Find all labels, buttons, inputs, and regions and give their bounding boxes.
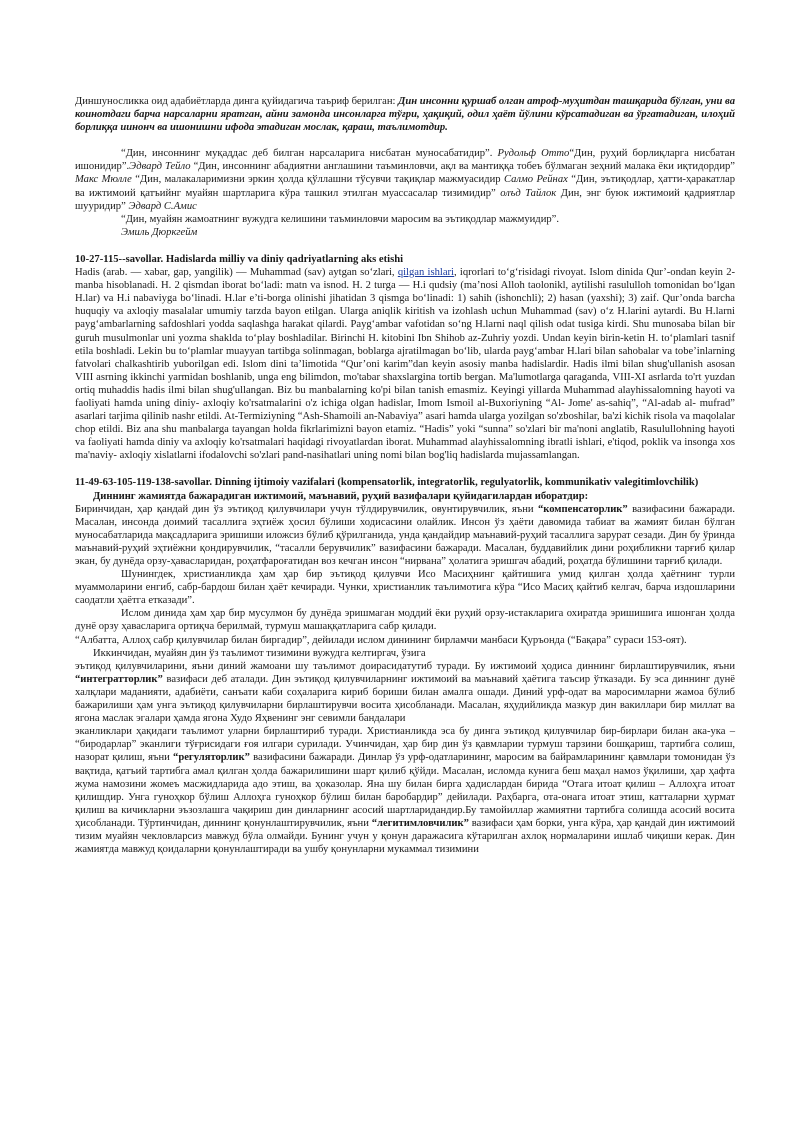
function-paragraph-4: “Албатта, Аллоҳ сабр қилувчилар билан биргадир”, дейилади ислом динининг бирламчи манбаси Қуръонда (“Бақара” сураси 153-оят). (75, 634, 687, 646)
quote-item: “Дин, муайян жамоатнинг вужудга келишини таъминловчи маросим ва эътиқодлар мажмуидир”. (121, 213, 560, 225)
section-heading-functions: 11-49-63-105-119-138-savollar. Dinning ijtimoiy vazifalari (kompensatorlik, integratorlik, regulyatorlik, kommunikativ valegitimlovchilik) (75, 477, 699, 489)
quote-author: Салмо Рейнах (503, 174, 568, 186)
quote-item: “Дин, инсоннинг муқаддас деб билган нарсаларига нисбатан муносабатидир”. Рудольф Отто“Дин, руҳий борлиқларга нисбатан ишонидир”.Эдвард Тейло “Дин, инсоннинг абадиятни англашини таъминловчи, ақл ва мантиққа тобеъ бўлмаган зеҳний малака ёки иқтидордир” Макс Мюлле “Дин, малакаларимизни эркин ҳолда қўллашни тўсувчи тақиқлар мажмуасидир Салмо Рейнах “Дин, эътиқодлар, ҳатти-ҳаракатлар ва ижтимоий қатъийнг муайян шартларига кўра ташкил этилган муассасалар тизимидир” олъд Тайлок Дин, энг буюк ижтимоий қадриятлар шууридир” Эдвард С.Амис (75, 148, 736, 212)
function-paragraph-6: эътиқод қилувчиларини, яъни диний жамоани шу таълимот доирасидатутиб туради. Бу ижтимоий ҳодиса диннинг бирлаштирувчилик, яъни “интегратторлик” вазифаси деб аталади. Дин эътиқод қилувчиларнинг ижтимоий ва маънавий ҳаётига таъсир ўтказади. Бу эса диннинг дунё халқлари маданияти, адабиёти, санъати каби соҳаларига кириб бориши билан амалга ошади. Диний урф-одат ва маросимларни жамоа бўлиб бажарилиши ҳам унга эътиқод қилувчиларни бирлаштирувчи восита ҳисобланади. Масалан, яҳудийликда мазкур дин вакиллари бир миллат ва ягона маслак эгалари ҳамда ягона Худо Яҳвенинг энг севимли бандалари (75, 660, 735, 725)
intro-paragraph (75, 95, 735, 134)
function-paragraph-1: Биринчидан, ҳар қандай дин ўз эътиқод қилувчилари учун тўлдирувчилик, овунтирувчилик, яъни “компенсаторлик” вазифасини бажаради. Масалан, инсонда доимий тасаллига эҳтиёж ҳосил бўлиши ходисасини олайлик. Инсон ўз ҳаёти давомида табиат ва жамият билан бўлган муносабатларида мақсадларига эришиши иложсиз бўлиб қўрилганида, унда қандайдир маънавий-руҳий тасаллига зарурат сезади. Дин бу ўринда маънавий-руҳий эҳтиёжни қондирувчилик, “тасалли берувчилик” вазифасини бажаради. Масалан, буддавийлик дини роҳибликни тарғиб қилар экан, бу дунёда орзу-ҳавасларидан, роҳатфароғатидан воз кечган инсон “нирвана” ҳолатига эришгач абадий, роҳатда бўлишини тарғиб қилади. (75, 503, 735, 567)
term-integrator: “интегратторлик” (75, 673, 163, 685)
function-paragraph-2: Шунингдек, христианликда ҳам ҳар бир эътиқод қилувчи Исо Масиҳнинг қайтишига умид қилган ҳолда ҳаётнинг турли муаммоларини енгиб, сабр-бардош билан ҳаёт кечиради. Чунки, христианлик таълимотига кўра “Исо Масиҳ қайтиб келгач, барча издошларини саодатли ҳаётга етказади”. (75, 569, 735, 607)
quote-author: Макс Мюлле (75, 174, 132, 186)
function-paragraph-3: Ислом динида ҳам ҳар бир мусулмон бу дунёда эришмаган моддий ёки руҳий орзу-истакларига охиратда эришишига ишонган ҳолда дунё орзу ҳавасларига ортиқча берилмай, турмуш машаққатларига сабр қилади. (75, 608, 735, 633)
function-paragraph-5: Иккинчидан, муайян дин ўз таълимот тизимини вужудга келтиргач, ўзига (93, 647, 426, 659)
term-regulator: “регуляторлик” (173, 752, 250, 764)
section-heading-hadis: 10-27-115--savollar. Hadislarda milliy va diniy qadriyatlarning aks etishi (75, 253, 404, 265)
quote-author: Эдвард Тейло (129, 161, 191, 173)
quote-author: Рудольф Отто (497, 148, 570, 160)
qilgan-ishlari-link[interactable]: qilgan ishlari (397, 267, 455, 279)
function-paragraph-7: эканликлари ҳақидаги таълимот уларни бирлаштириб туради. Христианликда эса бу динга эътиқод қилувчилар бир-бирлари билан ака-ука – “биродарлар” эканлиги тўғрисидаги ғоя илгари сурилади. Учинчидан, ҳар бир дин ўз қавмларии турмуш тарзини бошқариш, тартибга солиш, назорат қилиш, яъни “регуляторлик” вазифасини бажаради. Динлар ўз урф-одатларининг, маросим ва байрамларининг қавмлари томонидан ўз вақтида, қатъий тартибга амал қилган ҳолда бажарилишини шарт қилиб қўйди. Масалан, исломда кунига беш маҳал намоз ўқилиши, ҳар ҳафта жума намозини жомеъ масжидларида адо этиш, ва ҳоказолар. Яна шу билан бирга ҳадислардан бирида “Отага итоат қилиш – Аллоҳга итоат қилишдир. Унга гуноҳкор бўлиш Аллоҳга гуноҳкор бўлиш билан баробардир” дейилади. Раҳбарга, ота-онага итоат этиш, катталарни ҳурмат қилиш ва кичикларни эъзозлашга чақириш дин динларнинг асосий шартларидандир.Бу тамойиллар жамиятни тартибга солишда асосий восита ҳисобланади. Тўртинчидан, диннинг қонунлаштирувчилик, яъни “легитимловчилик” вазифаси ҳам борки, унга кўра, ҳар қандай дин ижтимоий тизим муайян чекловларсиз мавжуд бўла олмайди. Бунинг учун у қонун даражасига кўтарилган ахлоқ нормаларини ишлаб чиқиши керак. Дин жамиятда мавжуд қоидаларни қонунлаштиради ва ушбу қонунларни мукаммал тизимини (75, 726, 736, 856)
hadis-paragraph: Hadis (arab. — xabar, gap, yangilik) — Muhammad (sav) aytgan so‘zlari, qilgan ishlari, iqrorlari to‘g‘risidagi rivoyat. Islom dinida Qur’-ondan keyin 2-manba hisoblanadi. H. 2 qismdan iborat bo‘ladi: matn va isnod. H. 2 turga — H.i qudsiy (ma’nosi Alloh taolonikl, aytilishi rasululloh tomonidan bo‘lgan H.lar) va H.i nabaviyga bo‘linadi. H.lar e’ti-borga olinishi jihatidan 3 qismga bo‘linadi: 1) sahih (ishonchli); 2) hasan (yaxshi); 3) zaif. Qur’onda barcha huquqiy va axloqiy masalalar umumiy tarzda bayon etilgan. Ularga aniqlik kiritish va izohlash uchun Muhammad (sav) o‘z H.larini aytardi. Bu H.larni payg‘ambarlarning safdoshlari yodda saqlashga harakat qilardi. Payg‘ambar vafotidan so‘ng H.larni naql qilish odat tusiga kirdi. Shu munosaba bilan bir guruh musulmonlar uni yozma shaklda to‘play boshladilar. Birinchi H. kitobini Ibn Shihob az-Zuhriy yozdi. Undan keyin birin-ketin H. to‘plamlari tasnif etila boshladi. Lekin bu to‘plamlar muayyan tartibga solinmagan, boblarga ajratilmagan bo‘lib, ularda payg‘ambar H.lari bilan sahobalar va tobe’inlarning fatvolari chalkashtirib yuborilgan edi. Islom dini ta’limotida “Qur’oni karim”dan keyin asosiy manba hadislardir. Hadis ilmi bilan shug'ullanish asosan VIII asrning ikkinchi yarmidan boshlanib, unga eng bilimdon, mo'tabar shaxslargina tortib bergan. Ma'lumotlarga qaraganda, VIII-XI asrlarda to'rt yuzdan ortiq muhaddis hadis ilmi bilan shug'ullangan. Biz bu manbalarning ko'pi bilan tanish emasmiz. Keyingi yillarda Muhammad alayhissalomning hayoti va faoliyati hamda uning diniy- axloqiy ko'rsatmalarini o'z ichiga olgan hadislar, Imom Ismoil al-Buxoriyning “Al- Jome' as-sahiq”, “Al-adab al- mufrad” asarlari tarjima qilinib nashr etildi. At-Termiziyning “Ash-Shamoili an-Nabaviya” asari hamda ularga yozilgan so'zboshilar, ba'zi kichik risola va maqolalar chop etildi. Biz ana shu manbalarga tayangan holda fikrlarimizni bayon etamiz. “Hadis” yoki “sunna” so'zlari bir ma'noni anglatib, Rasulullohning hayoti va faoliyati hamda diniy va axloqiy ko'rsatmalari haqidagi rivoyatlardan iborat. Muhammad alayhissalomning ibratli ishlari, e'tiqod, poklik va insonga xos ma'naviy- axloqiy xislatlarni ifodalovchi so'zlari pand-nasihatlari uning nomi bilan bog'liq hadislarda mujassamlangan. (75, 267, 736, 462)
functions-lead: Диннинг жамиятда бажарадиган ижтимоий, маънавий, руҳий вазифалари қуйидагилардан иборатдир: (93, 490, 589, 502)
quotes-block (75, 147, 735, 239)
quote-author: олъд Тайлок (500, 187, 557, 199)
term-compensator: “компенсаторлик” (537, 503, 628, 515)
quote-author: Эмиль Дюркгейм (121, 226, 198, 238)
document-page (75, 0, 735, 856)
term-legitimator: “легитимловчилик” (371, 817, 469, 829)
intro-definition: Дин инсонни қуршаб олган атроф-муҳитдан ташқарида бўлган, уни ва коинотдаги барча нарсаларни яратган, айни замонда инсонларга тўғри, ҳақиқий, одил ҳаёт йўлини кўрсатадиган ва ўргатадиган, илоҳий борлиққа иинонч ва ишонишни ифода этадиган мослак, қараш, таълимотдир. (75, 96, 735, 134)
intro-text: Диншуносликка оид адабиётларда динга қуйидагича таъриф берилган: (75, 96, 399, 107)
quote-author: Эдвард С.Амис (128, 200, 197, 212)
